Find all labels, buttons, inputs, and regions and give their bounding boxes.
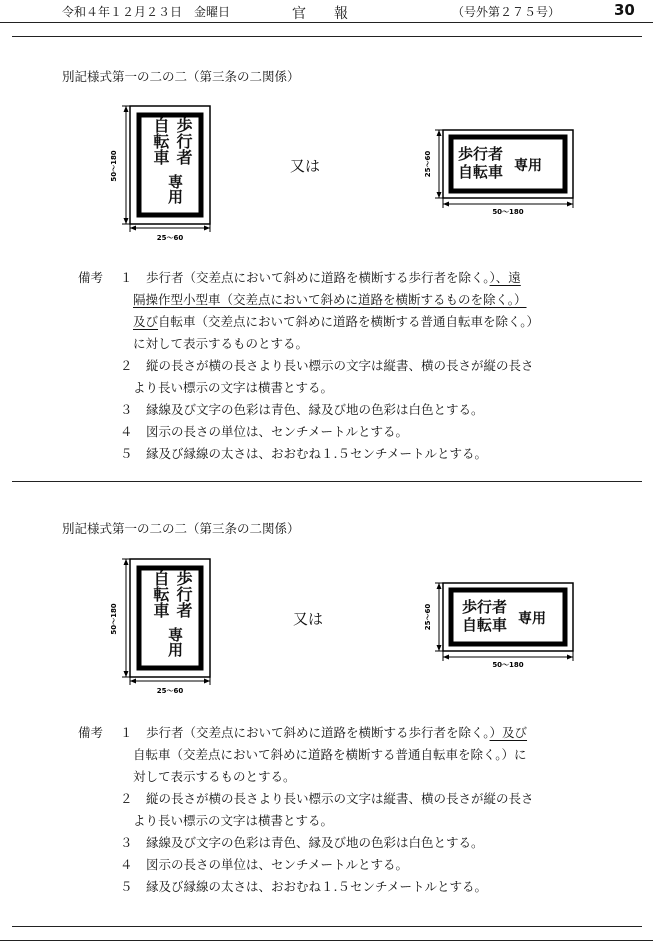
section-2-vsign-height-label: 50～180 — [110, 603, 118, 635]
section-2-note-1-line-2: 自転車（交差点において斜めに道路を横断する普通自転車を除く。）に — [133, 747, 527, 762]
section-1-note-3: 縁線及び文字の色彩は青色、縁及び地の色彩は白色とする。 — [146, 402, 484, 417]
section-1-note-5: 縁及び縁線の太さは、おおむね１.５センチメートルとする。 — [146, 446, 487, 461]
divider-bottom — [12, 926, 642, 927]
section-1-note-2-line-1: 縦の長さが横の長さより長い標示の文字は縦書、横の長さが縦の長さ — [146, 358, 534, 373]
section-1-note-2-line-2: より長い標示の文字は横書とする。 — [133, 380, 334, 395]
section-2-notes-label: 備考 — [78, 725, 104, 740]
section-1-vsign-width-label: 25～60 — [156, 234, 184, 242]
section-1-note-1-line-1: 歩行者（交差点において斜めに道路を横断する歩行者を除く。）、遠 — [146, 270, 521, 285]
section-2-vsign-col1-text: 自転車 — [151, 570, 170, 618]
section-1-vsign-height-label: 50～180 — [110, 150, 118, 182]
section-1-title-main: 別記様式第一の二の二 — [62, 69, 188, 84]
section-2-hsign-row1: 歩行者 — [462, 598, 508, 616]
section-2-hsign-right: 専用 — [518, 611, 546, 627]
section-2-note-3: 縁線及び文字の色彩は青色、縁及び地の色彩は白色とする。 — [146, 835, 484, 850]
section-2-hsign-width-label: 50～180 — [492, 661, 524, 669]
section-2-note-4: 図示の長さの単位は、センチメートルとする。 — [146, 857, 409, 872]
divider-middle — [12, 481, 642, 482]
section-2-title-main: 別記様式第一の二の二 — [62, 521, 188, 536]
section-1-note-1-line-4: に対して表示するものとする。 — [133, 336, 309, 351]
section-2-note-3-num: ３ — [120, 835, 133, 850]
section-1-note-1-line-2: 隔操作型小型車（交差点において斜めに道路を横断するものを除く。） — [133, 292, 527, 307]
section-2-hsign-row2: 自転車 — [462, 616, 508, 634]
section-1-notes-label: 備考 — [78, 270, 104, 285]
section-1-note-1-num: １ — [120, 270, 133, 285]
section-2-vsign-col2-text: 歩行者 — [174, 570, 193, 618]
section-2-note-1-line-3: 対して表示するものとする。 — [133, 769, 296, 784]
section-1-vsign-bottom-text: 専用 — [166, 174, 184, 204]
divider-top — [12, 36, 642, 37]
section-1-hsign-right: 専用 — [514, 158, 542, 174]
section-2-or-text: 又は — [293, 610, 324, 628]
section-2-vsign-width-label: 25～60 — [156, 687, 184, 695]
header-paper-title: 官 報 — [292, 6, 348, 22]
section-1-note-3-num: ３ — [120, 402, 133, 417]
section-1-note-5-num: ５ — [120, 446, 133, 461]
header-issue: （号外第２７５号） — [452, 5, 561, 19]
section-1-hsign-row2: 自転車 — [458, 163, 504, 181]
section-2-note-1-line-1: 歩行者（交差点において斜めに道路を横断する歩行者を除く。）及び — [146, 725, 528, 740]
section-1-vsign-col2-text: 歩行者 — [174, 117, 193, 165]
page-number: 30 — [614, 1, 635, 19]
section-2-hsign-rows — [462, 598, 507, 634]
section-1-or-text: 又は — [290, 157, 321, 175]
section-2-hsign-height-label: 25～60 — [424, 603, 432, 631]
section-1-note-2-num: ２ — [120, 358, 133, 373]
section-1-hsign-height-label: 25～60 — [424, 150, 432, 178]
section-1-note-1-line-3: 及び自転車（交差点において斜めに道路を横断する普通自転車を除く。） — [133, 314, 540, 329]
section-1-hsign-rows — [458, 145, 503, 181]
section-1-title-paren: （第三条の二関係） — [187, 69, 300, 84]
section-2-note-2-line-1: 縦の長さが横の長さより長い標示の文字は縦書、横の長さが縦の長さ — [146, 791, 534, 806]
section-1-vsign-col1-text: 自転車 — [151, 117, 170, 165]
section-1-note-4: 図示の長さの単位は、センチメートルとする。 — [146, 424, 409, 439]
section-2-title-paren: （第三条の二関係） — [187, 521, 300, 536]
section-2-title — [62, 519, 300, 537]
section-2-note-5: 縁及び縁線の太さは、おおむね１.５センチメートルとする。 — [146, 879, 487, 894]
section-2-vsign-bottom-text: 専用 — [166, 627, 184, 657]
section-1-note-4-num: ４ — [120, 424, 133, 439]
section-2-note-2-line-2: より長い標示の文字は横書とする。 — [133, 813, 334, 828]
section-2-note-1-num: １ — [120, 725, 133, 740]
section-2-note-5-num: ５ — [120, 879, 133, 894]
section-2-note-4-num: ４ — [120, 857, 133, 872]
section-1-hsign-width-label: 50～180 — [492, 208, 524, 216]
section-2-note-2-num: ２ — [120, 791, 133, 806]
page-header — [0, 0, 653, 23]
header-date: 令和４年１２月２３日 金曜日 — [62, 5, 231, 19]
section-1-hsign-row1: 歩行者 — [458, 145, 504, 163]
section-1-title — [62, 67, 300, 85]
divider-page-end — [0, 940, 653, 941]
